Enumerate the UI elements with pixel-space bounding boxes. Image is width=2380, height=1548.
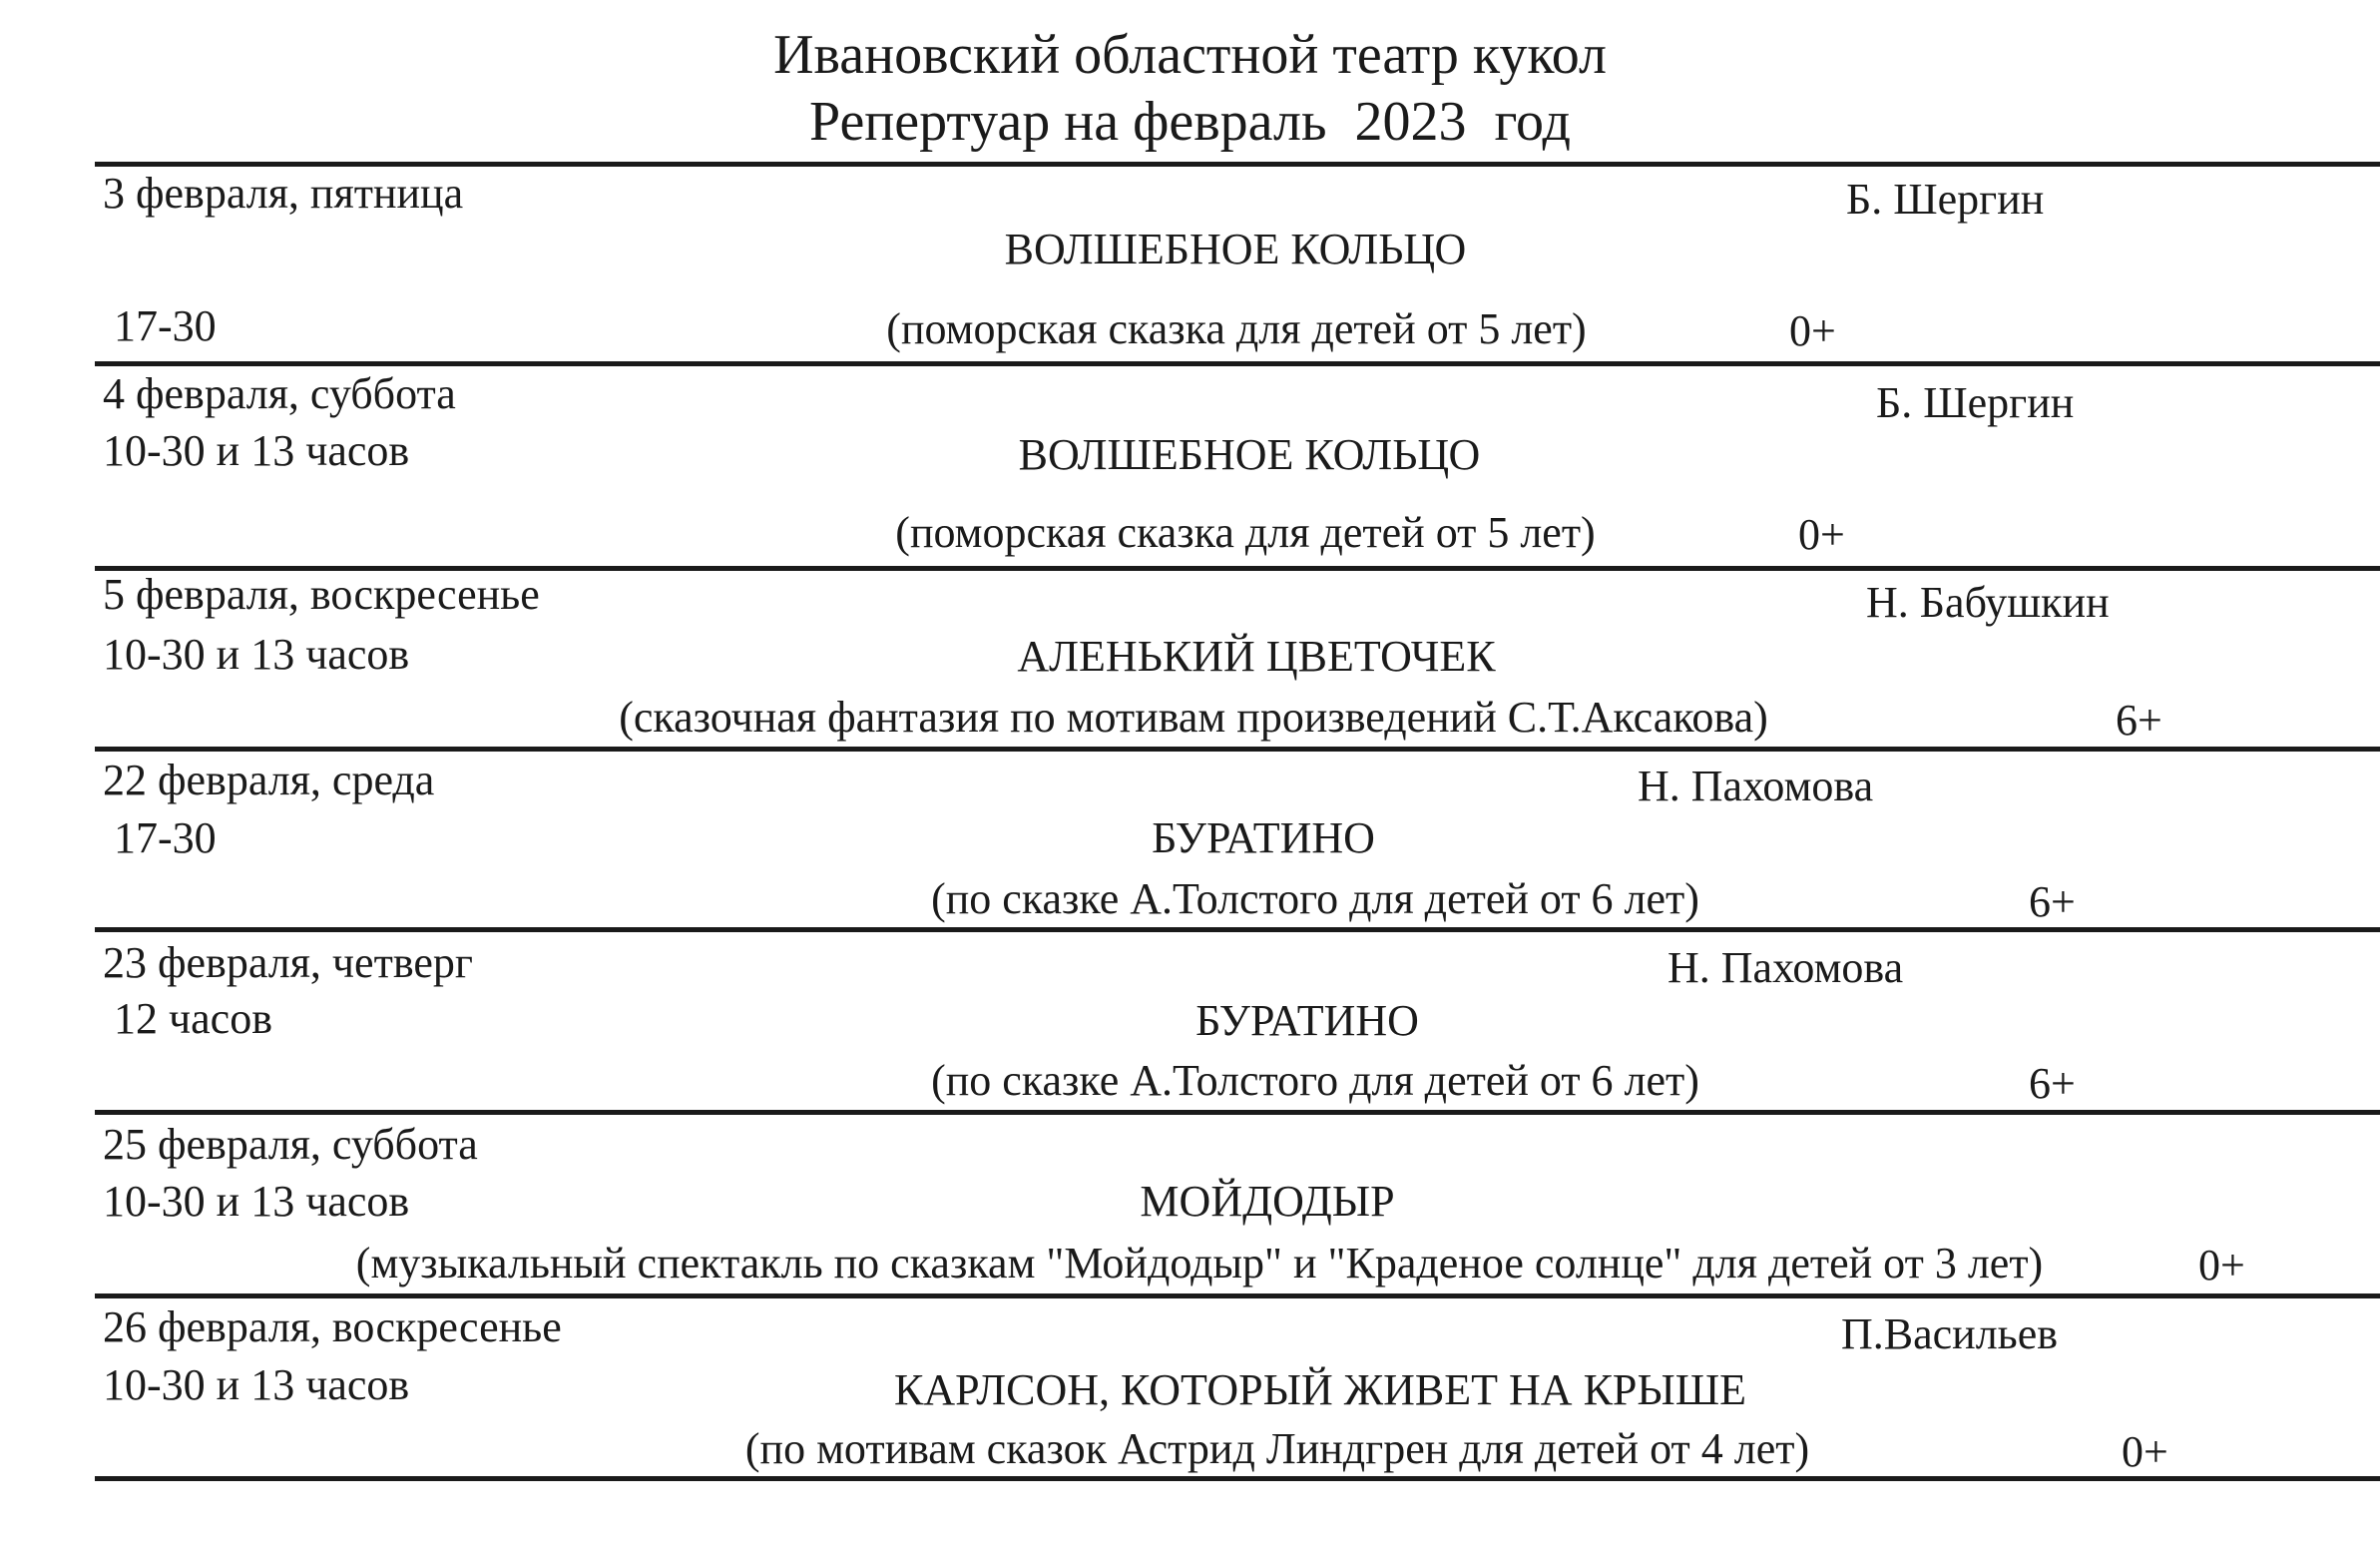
- document-subtitle: Репертуар на февраль 2023 год: [809, 91, 1571, 153]
- entry-time: 17-30: [103, 301, 217, 350]
- entry-date: 26 февраля, воскресенье: [103, 1302, 562, 1351]
- entry-description: (по мотивам сказок Астрид Линдгрен для детей от 4 лет): [744, 1424, 1810, 1473]
- entry-time: 10-30 и 13 часов: [103, 1360, 410, 1409]
- entry-title: БУРАТИНО: [1152, 813, 1375, 862]
- separator-line: [95, 361, 2380, 366]
- entry-date: 22 февраля, среда: [103, 756, 435, 804]
- entry-description: (поморская сказка для детей от 5 лет): [886, 304, 1587, 353]
- separator-line: [95, 162, 2380, 167]
- entry-title: АЛЕНЬКИЙ ЦВЕТОЧЕК: [1017, 632, 1496, 681]
- separator-line: [95, 1476, 2380, 1481]
- entry-description: (сказочная фантазия по мотивам произведений С.Т.Аксакова): [619, 693, 1768, 742]
- entry-description: (по сказке А.Толстого для детей от 6 лет): [931, 1056, 1699, 1105]
- entry-title: ВОЛШЕБНОЕ КОЛЬЦО: [1018, 430, 1481, 479]
- entry-date: 4 февраля, суббота: [103, 369, 456, 418]
- entry-date: 3 февраля, пятница: [103, 169, 464, 218]
- entry-time: 12 часов: [103, 994, 272, 1043]
- separator-line: [95, 1110, 2380, 1115]
- entry-age-rating: 6+: [2029, 877, 2076, 926]
- entry-title: МОЙДОДЫР: [1140, 1177, 1395, 1226]
- entry-author: Н. Пахомова: [1667, 943, 1904, 992]
- entry-date: 23 февраля, четверг: [103, 938, 473, 987]
- entry-author: Б. Шергин: [1876, 378, 2075, 427]
- separator-line: [95, 1293, 2380, 1298]
- entry-title: КАРЛСОН, КОТОРЫЙ ЖИВЕТ НА КРЫШЕ: [893, 1365, 1747, 1414]
- entry-date: 25 февраля, суббота: [103, 1120, 478, 1169]
- entry-time: 10-30 и 13 часов: [103, 426, 410, 475]
- entry-age-rating: 0+: [1789, 306, 1836, 355]
- entry-description: (музыкальный спектакль по сказкам "Мойдодыр" и "Краденое солнце" для детей от 3 лет): [355, 1239, 2044, 1288]
- entry-title: ВОЛШЕБНОЕ КОЛЬЦО: [1004, 225, 1467, 273]
- entry-age-rating: 0+: [2198, 1241, 2245, 1290]
- entry-time: 10-30 и 13 часов: [103, 1177, 410, 1226]
- entry-date: 5 февраля, воскресенье: [103, 570, 540, 619]
- entry-description: (поморская сказка для детей от 5 лет): [895, 508, 1596, 557]
- entry-author: Н. Бабушкин: [1866, 578, 2110, 627]
- entry-age-rating: 0+: [2122, 1427, 2168, 1476]
- document-title: Ивановский областной театр кукол: [773, 24, 1607, 86]
- separator-line: [95, 927, 2380, 932]
- entry-description: (по сказке А.Толстого для детей от 6 лет): [931, 874, 1699, 923]
- entry-age-rating: 0+: [1798, 510, 1845, 559]
- entry-author: Б. Шергин: [1846, 175, 2045, 224]
- entry-author: Н. Пахомова: [1638, 762, 1874, 810]
- entry-time: 17-30: [103, 813, 217, 862]
- entry-age-rating: 6+: [2116, 696, 2162, 745]
- entry-age-rating: 6+: [2029, 1059, 2076, 1108]
- entry-author: П.Васильев: [1841, 1309, 2059, 1358]
- entry-title: БУРАТИНО: [1195, 996, 1419, 1045]
- separator-line: [95, 747, 2380, 752]
- entry-time: 10-30 и 13 часов: [103, 630, 410, 679]
